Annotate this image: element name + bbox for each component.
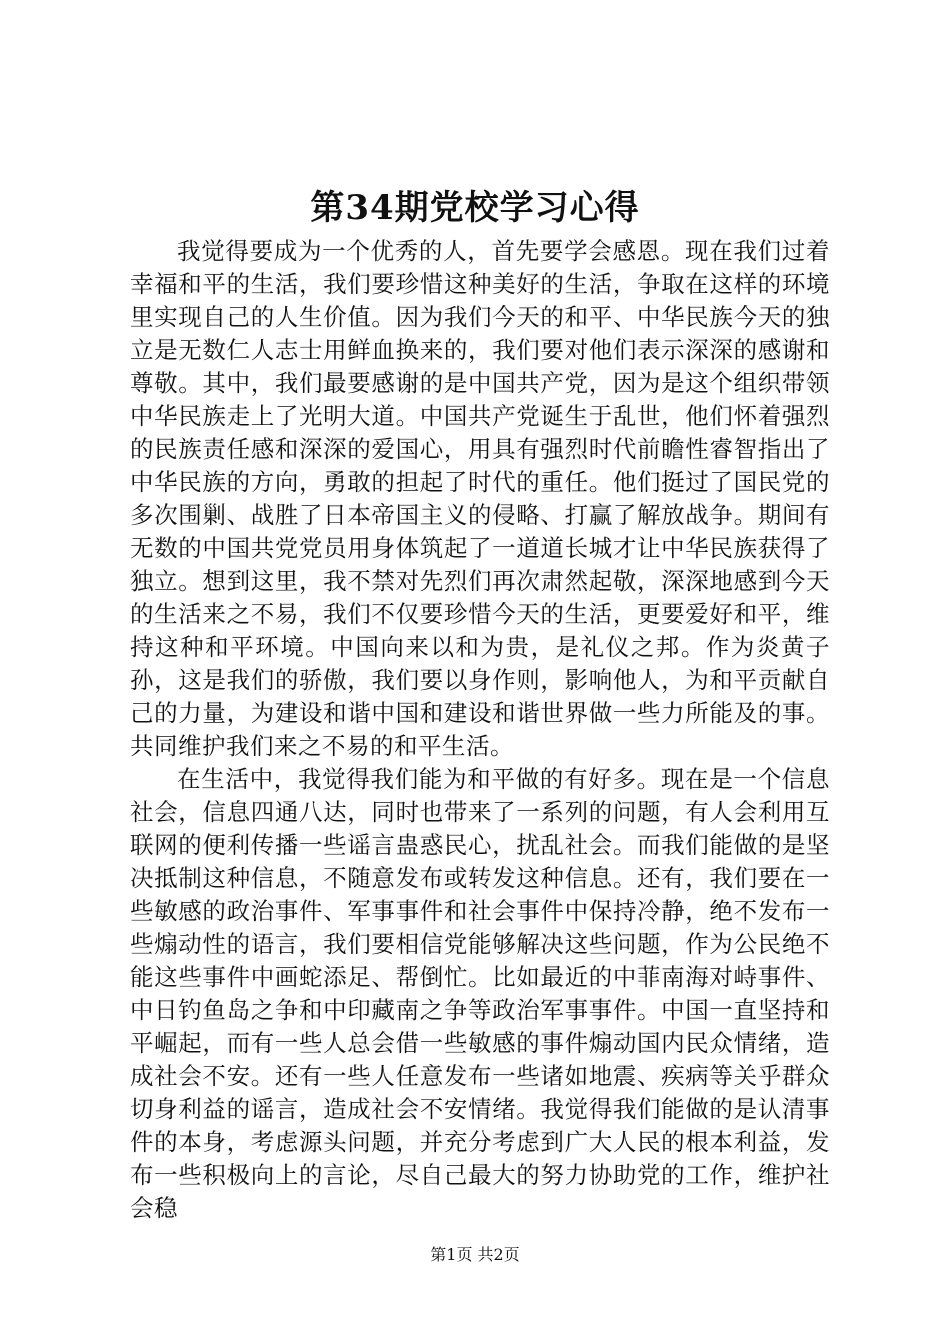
page-title: 第34期党校学习心得 — [310, 188, 640, 228]
page-indicator: 第1页 共2页 — [430, 1245, 520, 1264]
document-body — [130, 235, 830, 1225]
paragraph-1: 我觉得要成为一个优秀的人，首先要学会感恩。现在我们过着幸福和平的生活，我们要珍惜这种美好的生活，争取在这样的环境里实现自己的人生价值。因为我们今天的和平、中华民族今天的独立是无数仁人志士用鲜血换来的，我们要对他们表示深深的感谢和尊敬。其中，我们最要感谢的是中国共产党，因为是这个组织带领中华民族走上了光明大道。中国共产党诞生于乱世，他们怀着强烈的民族责任感和深深的爱国心，用具有强烈时代前瞻性睿智指出了中华民族的方向，勇敢的担起了时代的重任。他们挺过了国民党的多次围剿、战胜了日本帝国主义的侵略、打赢了解放战争。期间有无数的中国共党党员用身体筑起了一道道长城才让中华民族获得了独立。想到这里，我不禁对先烈们再次肃然起敬，深深地感到今天的生活来之不易，我们不仅要珍惜今天的生活，更要爱好和平，维持这种和平环境。中国向来以和为贵，是礼仪之邦。作为炎黄子孙，这是我们的骄傲，我们要以身作则，影响他人，为和平贡献自己的力量，为建设和谐中国和建设和谐世界做一些力所能及的事。共同维护我们来之不易的和平生活。 — [130, 237, 830, 760]
page-footer — [0, 1243, 950, 1267]
paragraph-2: 在生活中，我觉得我们能为和平做的有好多。现在是一个信息社会，信息四通八达，同时也带来了一系列的问题，有人会利用互联网的便利传播一些谣言蛊惑民心，扰乱社会。而我们能做的是坚决抵制这种信息，不随意发布或转发这种信息。还有，我们要在一些敏感的政治事件、军事事件和社会事件中保持冷静，绝不发布一些煽动性的语言，我们要相信党能够解决这些问题，作为公民绝不能这些事件中画蛇添足、帮倒忙。比如最近的中菲南海对峙事件、中日钓鱼岛之争和中印藏南之争等政治军事事件。中国一直坚持和平崛起，而有一些人总会借一些敏感的事件煽动国内民众情绪，造成社会不安。还有一些人任意发布一些诸如地震、疾病等关乎群众切身利益的谣言，造成社会不安情绪。我觉得我们能做的是认清事件的本身，考虑源头问题，并充分考虑到广大人民的根本利益，发布一些积极向上的言论，尽自己最大的努力协助党的工作，维护社会稳 — [130, 765, 830, 1222]
